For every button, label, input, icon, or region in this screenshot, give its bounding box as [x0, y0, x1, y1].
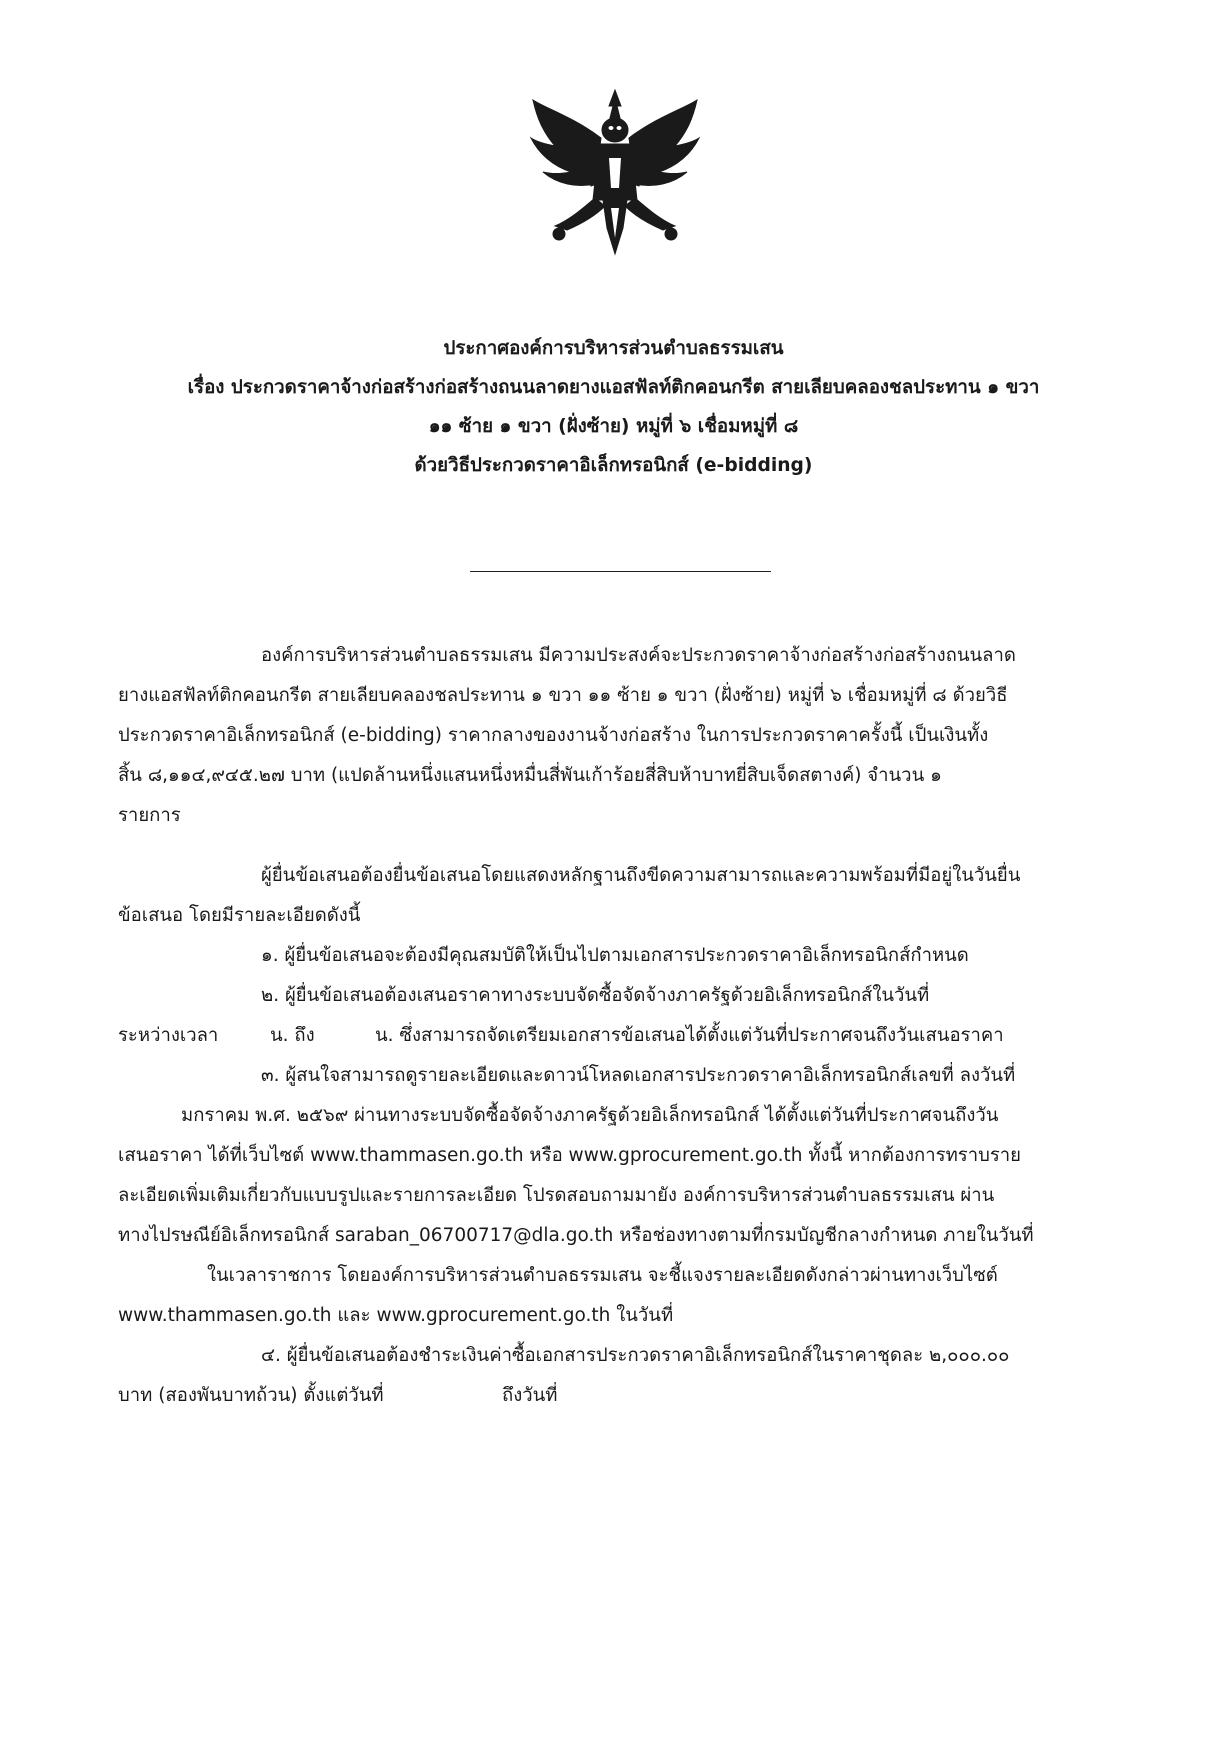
paragraph-line: น. ซึ่งสามารถจัดเตรียมเอกสารข้อเสนอได้ตั้งแต่วันที่ประกาศจนถึงวันเสนอราคา — [375, 1025, 1004, 1046]
paragraph-line: ยางแอสฟัลท์ติกคอนกรีต สายเลียบคลองชลประทาน ๑ ขวา ๑๑ ซ้าย ๑ ขวา (ฝั่งซ้าย) หมู่ที่ ๖ เชื่อมหมู่ที่ ๘ ด้วยวิธี — [118, 685, 1008, 706]
announcement-subject-line-2: ๑๑ ซ้าย ๑ ขวา (ฝั่งซ้าย) หมู่ที่ ๖ เชื่อมหมู่ที่ ๘ — [428, 416, 799, 437]
paragraph-line: ถึงวันที่ — [502, 1385, 558, 1406]
paragraph-line: มกราคม พ.ศ. ๒๕๖๙ ผ่านทางระบบจัดซื้อจัดจ้างภาครัฐด้วยอิเล็กทรอนิกส์ ได้ตั้งแต่วันที่ประกาศจนถึงวัน — [181, 1105, 999, 1126]
garuda-emblem-icon — [525, 88, 705, 258]
paragraph-line: สิ้น ๘,๑๑๔,๙๔๕.๒๗ บาท (แปดล้านหนึ่งแสนหนึ่งหมื่นสี่พันเก้าร้อยสี่สิบห้าบาทยี่สิบเจ็ดสตางค์) จำนวน ๑ — [118, 765, 942, 786]
paragraph-line: ละเอียดเพิ่มเติมเกี่ยวกับแบบรูปและรายการละเอียด โปรดสอบถามมายัง องค์การบริหารส่วนตำบลธรรมเสน ผ่าน — [118, 1185, 995, 1206]
paragraph-line: ระหว่างเวลา — [118, 1025, 219, 1046]
paragraph-line: www.thammasen.go.th และ www.gprocurement.go.th ในวันที่ — [118, 1305, 674, 1326]
paragraph-line: รายการ — [118, 805, 181, 826]
list-item-3: ๓. ผู้สนใจสามารถดูรายละเอียดและดาวน์โหลดเอกสารประกวดราคาอิเล็กทรอนิกส์เลขที่ ลงวันที่ — [261, 1065, 1016, 1086]
list-item-2: ๒. ผู้ยื่นข้อเสนอต้องเสนอราคาทางระบบจัดซื้อจัดจ้างภาครัฐด้วยอิเล็กทรอนิกส์ในวันที่ — [261, 985, 930, 1006]
announcement-title: ประกาศองค์การบริหารส่วนตำบลธรรมเสน — [443, 338, 784, 359]
title-divider — [470, 571, 771, 572]
paragraph-line: ข้อเสนอ โดยมีรายละเอียดดังนี้ — [118, 905, 361, 926]
paragraph-line: ประกวดราคาอิเล็กทรอนิกส์ (e-bidding) ราคากลางของงานจ้างก่อสร้าง ในการประกวดราคาครั้งนี้ เป็นเงินทั้ง — [118, 725, 989, 746]
paragraph-line: องค์การบริหารส่วนตำบลธรรมเสน มีความประสงค์จะประกวดราคาจ้างก่อสร้างก่อสร้างถนนลาด — [261, 645, 1016, 666]
paragraph-line: บาท (สองพันบาทถ้วน) ตั้งแต่วันที่ — [118, 1385, 384, 1406]
paragraph-line: เสนอราคา ได้ที่เว็บไซต์ www.thammasen.go.th หรือ www.gprocurement.go.th ทั้งนี้ หากต้องการทราบราย — [118, 1145, 1022, 1166]
paragraph-line: น. ถึง — [270, 1025, 315, 1046]
announcement-subject-line-1: เรื่อง ประกวดราคาจ้างก่อสร้างก่อสร้างถนนลาดยางแอสฟัลท์ติกคอนกรีต สายเลียบคลองชลประทาน ๑ ขวา — [187, 377, 1040, 398]
list-item-1: ๑. ผู้ยื่นข้อเสนอจะต้องมีคุณสมบัติให้เป็นไปตามเอกสารประกวดราคาอิเล็กทรอนิกส์กำหนด — [261, 945, 969, 966]
paragraph-line: ทางไปรษณีย์อิเล็กทรอนิกส์ saraban_06700717@dla.go.th หรือช่องทางตามที่กรมบัญชีกลางกำหนด ภายในวันที่ — [118, 1225, 1034, 1246]
list-item-4: ๔. ผู้ยื่นข้อเสนอต้องชำระเงินค่าซื้อเอกสารประกวดราคาอิเล็กทรอนิกส์ในราคาชุดละ ๒,๐๐๐.๐๐ — [261, 1345, 1010, 1366]
announcement-subject-line-3: ด้วยวิธีประกวดราคาอิเล็กทรอนิกส์ (e-bidding) — [414, 455, 813, 476]
paragraph-line: ในเวลาราชการ โดยองค์การบริหารส่วนตำบลธรรมเสน จะชี้แจงรายละเอียดดังกล่าวผ่านทางเว็บไซต์ — [207, 1265, 998, 1286]
paragraph-line: ผู้ยื่นข้อเสนอต้องยื่นข้อเสนอโดยแสดงหลักฐานถึงขีดความสามารถและความพร้อมที่มีอยู่ในวันยื่น — [261, 865, 1021, 886]
